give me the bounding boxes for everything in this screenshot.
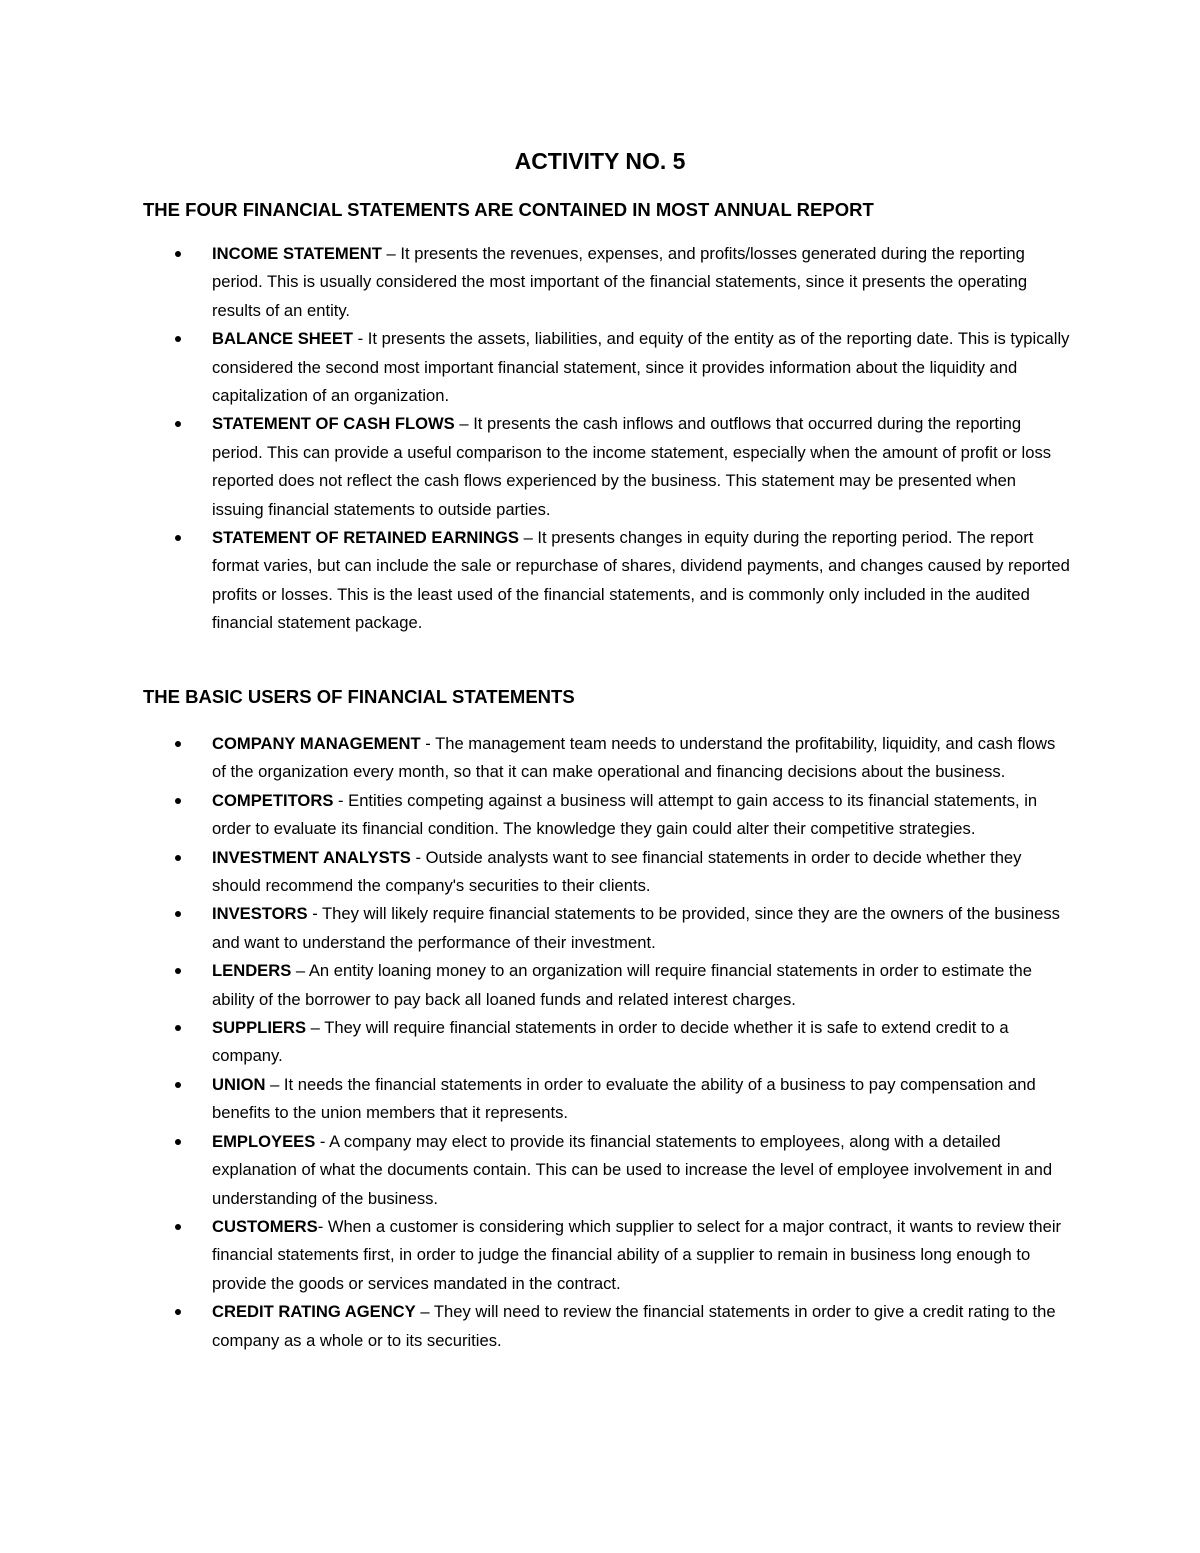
item-description: – It presents changes in equity during the reporting period. The report format varies, but can include the sale or repurchase of shares, dividend payments, and changes caused by reported profits or losses. This is the least used of the financial statements, and is commonly only included in the audited financial statement package. — [212, 528, 1070, 633]
item-term: SUPPLIERS — [212, 1018, 307, 1038]
item-description: - They will likely require financial statements to be provided, since they are the owners of the business and want to understand the performance of their investment. — [212, 904, 1060, 952]
list-item — [212, 1014, 1072, 1071]
item-description: - A company may elect to provide its financial statements to employees, along with a detailed explanation of what the documents contain. This can be used to increase the level of employee involvement in and understanding of the business. — [212, 1131, 1053, 1208]
item-description: – They will require financial statements in order to decide whether it is safe to extend credit to a company. — [212, 1018, 1009, 1066]
bullet-icon — [175, 421, 181, 427]
item-term: STATEMENT OF CASH FLOWS — [212, 414, 455, 434]
list-item — [212, 1213, 1072, 1298]
item-description: – They will need to review the financial statements in order to give a credit rating to the company as a whole or to its securities. — [212, 1302, 1056, 1350]
bullet-icon — [175, 1309, 181, 1315]
item-term: EMPLOYEES — [212, 1131, 316, 1151]
section-heading-financial-statements: THE FOUR FINANCIAL STATEMENTS ARE CONTAINED IN MOST ANNUAL REPORT — [143, 199, 874, 220]
bullet-icon — [175, 535, 181, 541]
document-title: ACTIVITY NO. 5 — [514, 148, 686, 174]
item-description: – It presents the revenues, expenses, and profits/losses generated during the reporting period. This is usually considered the most important of the financial statements, since it presents the operating results of an entity. — [212, 244, 1028, 320]
list-item — [212, 900, 1072, 957]
bullet-icon — [175, 911, 181, 917]
list-item — [212, 844, 1072, 901]
bullet-icon — [175, 968, 181, 974]
list-item — [212, 1298, 1072, 1355]
item-term: UNION — [212, 1074, 266, 1094]
bullet-icon — [175, 251, 181, 257]
section-heading-users: THE BASIC USERS OF FINANCIAL STATEMENTS — [143, 686, 575, 707]
bullet-icon — [175, 336, 181, 342]
item-description: - The management team needs to understand the profitability, liquidity, and cash flows of the organization every month, so that it can make operational and financing decisions about the business. — [212, 734, 1056, 782]
item-term: INVESTORS — [212, 904, 308, 924]
item-description: – An entity loaning money to an organization will require financial statements in order to estimate the ability of the borrower to pay back all loaned funds and related interest charges. — [212, 961, 1032, 1009]
bullet-icon — [175, 1224, 181, 1230]
list-item — [212, 957, 1072, 1014]
list-item — [212, 1071, 1072, 1128]
bullet-icon — [175, 1139, 181, 1145]
item-term: CUSTOMERS — [212, 1216, 318, 1236]
item-term: COMPETITORS — [212, 790, 334, 810]
item-description: - Entities competing against a business will attempt to gain access to its financial statements, in order to evaluate its financial condition. The knowledge they gain could alter their competitive strategies. — [212, 790, 1038, 839]
financial-statement-users-list — [212, 730, 1072, 1355]
item-term: COMPANY MANAGEMENT — [212, 734, 421, 753]
bullet-icon — [175, 1082, 181, 1088]
bullet-icon — [175, 855, 181, 861]
item-term: CREDIT RATING AGENCY — [212, 1302, 416, 1322]
item-term: INVESTMENT ANALYSTS — [212, 847, 411, 867]
item-description: - It presents the assets, liabilities, and equity of the entity as of the reporting date. This is typically considered the second most important financial statement, since it provides information about the liquidity and capitalization of an organization. — [212, 329, 1070, 406]
item-term: BALANCE SHEET — [212, 329, 354, 349]
list-item — [212, 325, 1072, 410]
list-item — [212, 240, 1072, 325]
list-item — [212, 524, 1072, 638]
list-item — [212, 730, 1072, 787]
item-description: – It presents the cash inflows and outflows that occurred during the reporting period. This can provide a useful comparison to the income statement, especially when the amount of profit or loss reported does not reflect the cash flows experienced by the business. This statement may be presented when issuing financial statements to outside parties. — [212, 414, 1052, 519]
bullet-icon — [175, 798, 181, 804]
financial-statements-list — [212, 240, 1072, 638]
list-item — [212, 1128, 1072, 1213]
item-term: LENDERS — [212, 961, 292, 981]
item-description: – It needs the financial statements in order to evaluate the ability of a business to pay compensation and benefits to the union members that it represents. — [212, 1074, 1036, 1123]
bullet-icon — [175, 1025, 181, 1031]
item-term: INCOME STATEMENT — [212, 244, 382, 263]
list-item — [212, 787, 1072, 844]
bullet-icon — [175, 741, 181, 747]
item-description: - Outside analysts want to see financial statements in order to decide whether they should recommend the company's securities to their clients. — [212, 847, 1022, 896]
item-description: - When a customer is considering which supplier to select for a major contract, it wants to review their financial statements first, in order to judge the financial ability of a supplier to remain in business long enough to provide the goods or services mandated in the contract. — [212, 1216, 1062, 1293]
item-term: STATEMENT OF RETAINED EARNINGS — [212, 528, 519, 548]
list-item — [212, 410, 1072, 524]
